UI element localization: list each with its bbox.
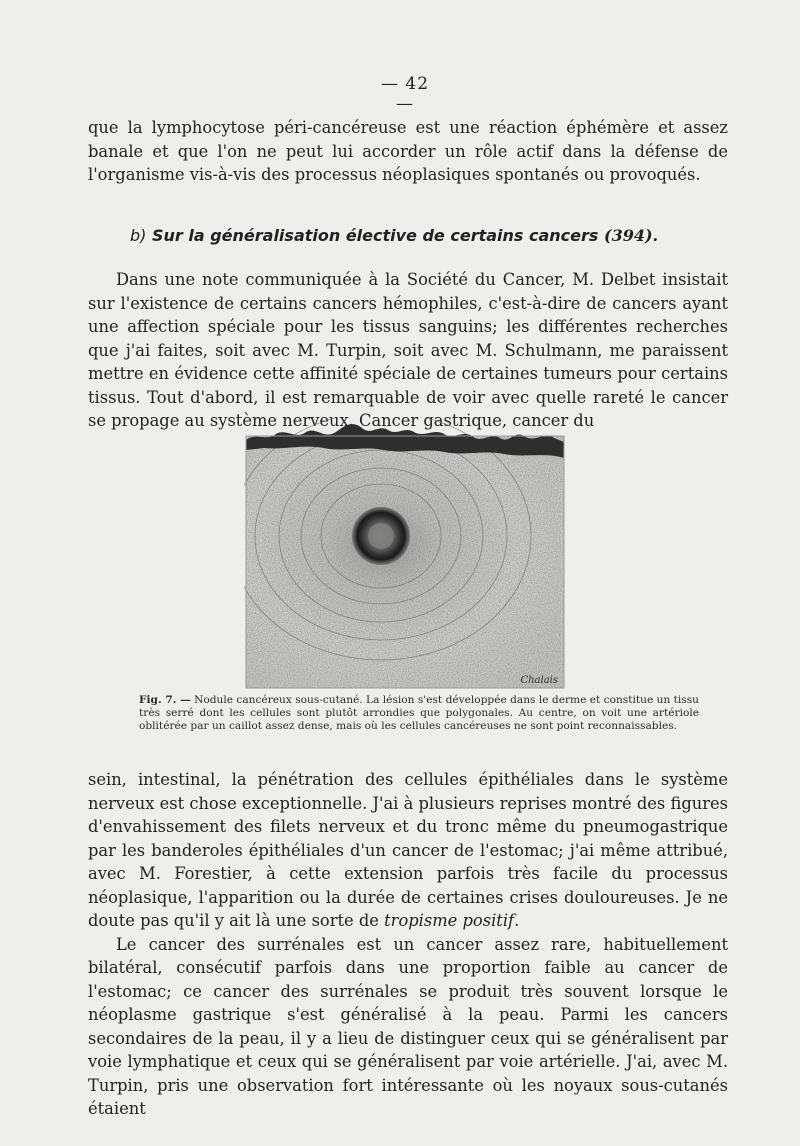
figure-caption-label: Fig. 7. — [139,694,191,706]
figure-histology [244,418,568,690]
figure-caption [139,694,699,733]
paragraph-after-1 [88,768,728,933]
paragraph-top [88,116,728,187]
paragraph-after [88,768,728,1121]
section-heading-ref: (394). [604,226,659,245]
paragraph-intro-text: Dans une note communiquée à la Société du Cancer, M. Delbet insistait sur l'existence de certains cancers hémophiles, c'est-à-dire de cancers ayant une affection spéciale pour les tissus sanguins; les différentes recherches que j'ai faites, soit avec M. Turpin, soit avec M. Schulmann, me paraissent mettre en évidence cette affinité spéciale de certaines tumeurs pour certains tissus. Tout d'abord, il est remarquable de voir avec quelle rareté le cancer se propage au système nerveux. Cancer gastrique, cancer du [88,270,728,430]
page-number: — 42 — [380,74,430,114]
paragraph-after-2: Le cancer des surrénales est un cancer assez rare, habituellement bilatéral, consécutif parfois dans une proportion faible au cancer de l'estomac; ce cancer des surrénales se produit très souvent lorsque le néoplasme gastrique s'est généralisé à la peau. Parmi les cancers secondaires de la peau, il y a lieu de distinguer ceux qui se généralisent par voie lymphatique et ceux qui se généralisent par voie artérielle. J'ai, avec M. Turpin, pris une observation fort intéressante où les noyaux sous-cutanés étaient [88,934,728,1118]
figure-caption-text: Nodule cancéreux sous-cutané. La lésion s'est développée dans le derme et constitue un tissu très serré dont les cellules sont plutôt arrondies que polygonales. Au centre, on voit une artériole oblitérée par un caillot assez dense, mais où les cellules cancéreuses ne sont point reconnaissables. [139,694,700,732]
paragraph-after-1-end: . [514,911,520,930]
paragraph-after-1-text: sein, intestinal, la pénétration des cellules épithéliales dans le système nerveux est chose exceptionnelle. J'ai à plusieurs reprises montré des figures d'envahissement des filets nerveux et du tronc même du pneumogastrique par les banderoles épithéliales d'un cancer de l'estomac; j'ai même attribué, avec M. Forestier, à cette extension parfois très facile du processus néoplasique, l'apparition ou la durée de certaines crises douloureuses. Je ne doute pas qu'il y ait là une sorte de [88,770,728,930]
histology-illustration [244,418,568,690]
section-heading-prefix: b) [130,226,147,245]
paragraph-intro [88,268,728,433]
section-heading [130,226,730,245]
paragraph-after-1-emphasis: tropisme positif [384,911,515,930]
paragraph-top-text: que la lymphocytose péri-cancéreuse est une réaction éphémère et assez banale et que l'on ne peut lui accorder un rôle actif dans la défense de l'organisme vis-à-vis des processus néoplasiques spontanés ou provoqués. [88,118,728,184]
section-heading-title: Sur la généralisation élective de certains cancers [151,226,599,245]
illustrator-signature: Chalais [520,675,558,686]
